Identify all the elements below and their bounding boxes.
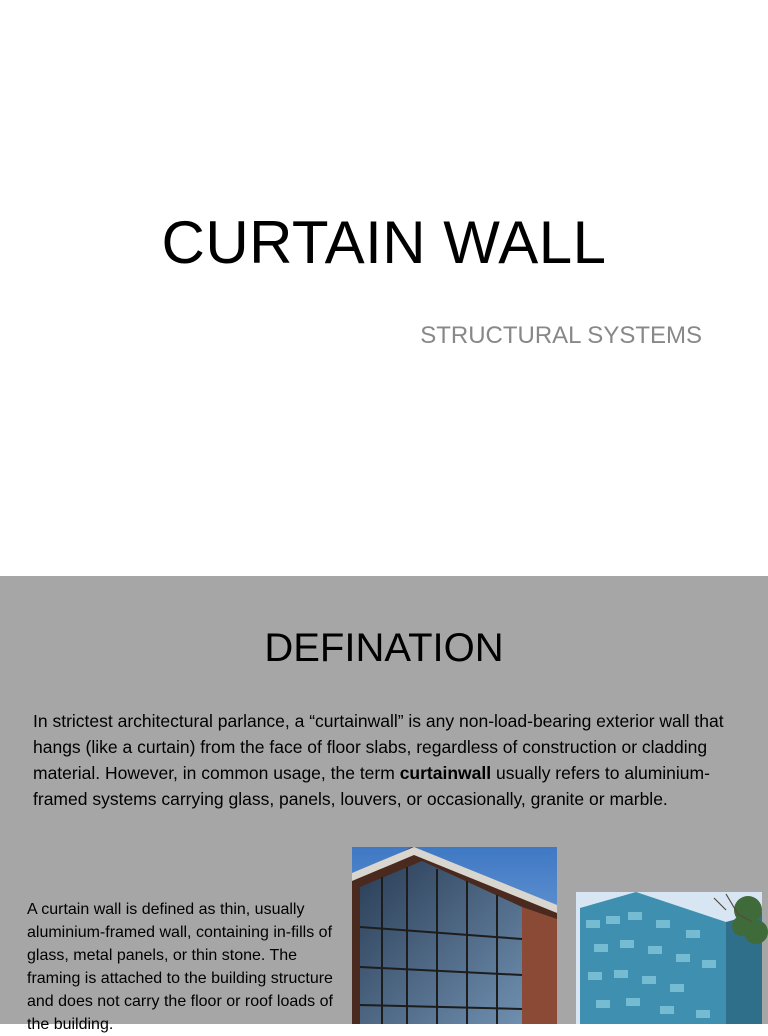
slide-subtitle: STRUCTURAL SYSTEMS [420, 322, 702, 349]
definition-heading: DEFINATION [264, 626, 504, 670]
blue-glass-tower-photo [576, 892, 762, 1024]
paragraph-text-1: In strictest architectural parlance, a “curtainwall” is any non-load-bearing exterior wall that hangs (like a curtain) from the face of floor slabs, regardless of construction or cladding material. However, in common usage, the term [33, 711, 724, 783]
building-glass-corner-photo [352, 847, 557, 1024]
paragraph-text-2: usually refers to aluminium- framed systems carrying glass, panels, louvers, or occasionally, granite or marble. [33, 763, 710, 809]
definition-slide [0, 576, 768, 1033]
slide-title: CURTAIN WALL [161, 209, 607, 276]
curtain-wall-description: A curtain wall is defined as thin, usually aluminium-framed wall, containing in-fills of glass, metal panels, or thin stone. The framing is attached to the building structure and does not carry the floor or roof loads of the building. [27, 901, 333, 1033]
definition-paragraph [33, 708, 733, 812]
paragraph-bold-term: curtainwall [399, 763, 492, 783]
